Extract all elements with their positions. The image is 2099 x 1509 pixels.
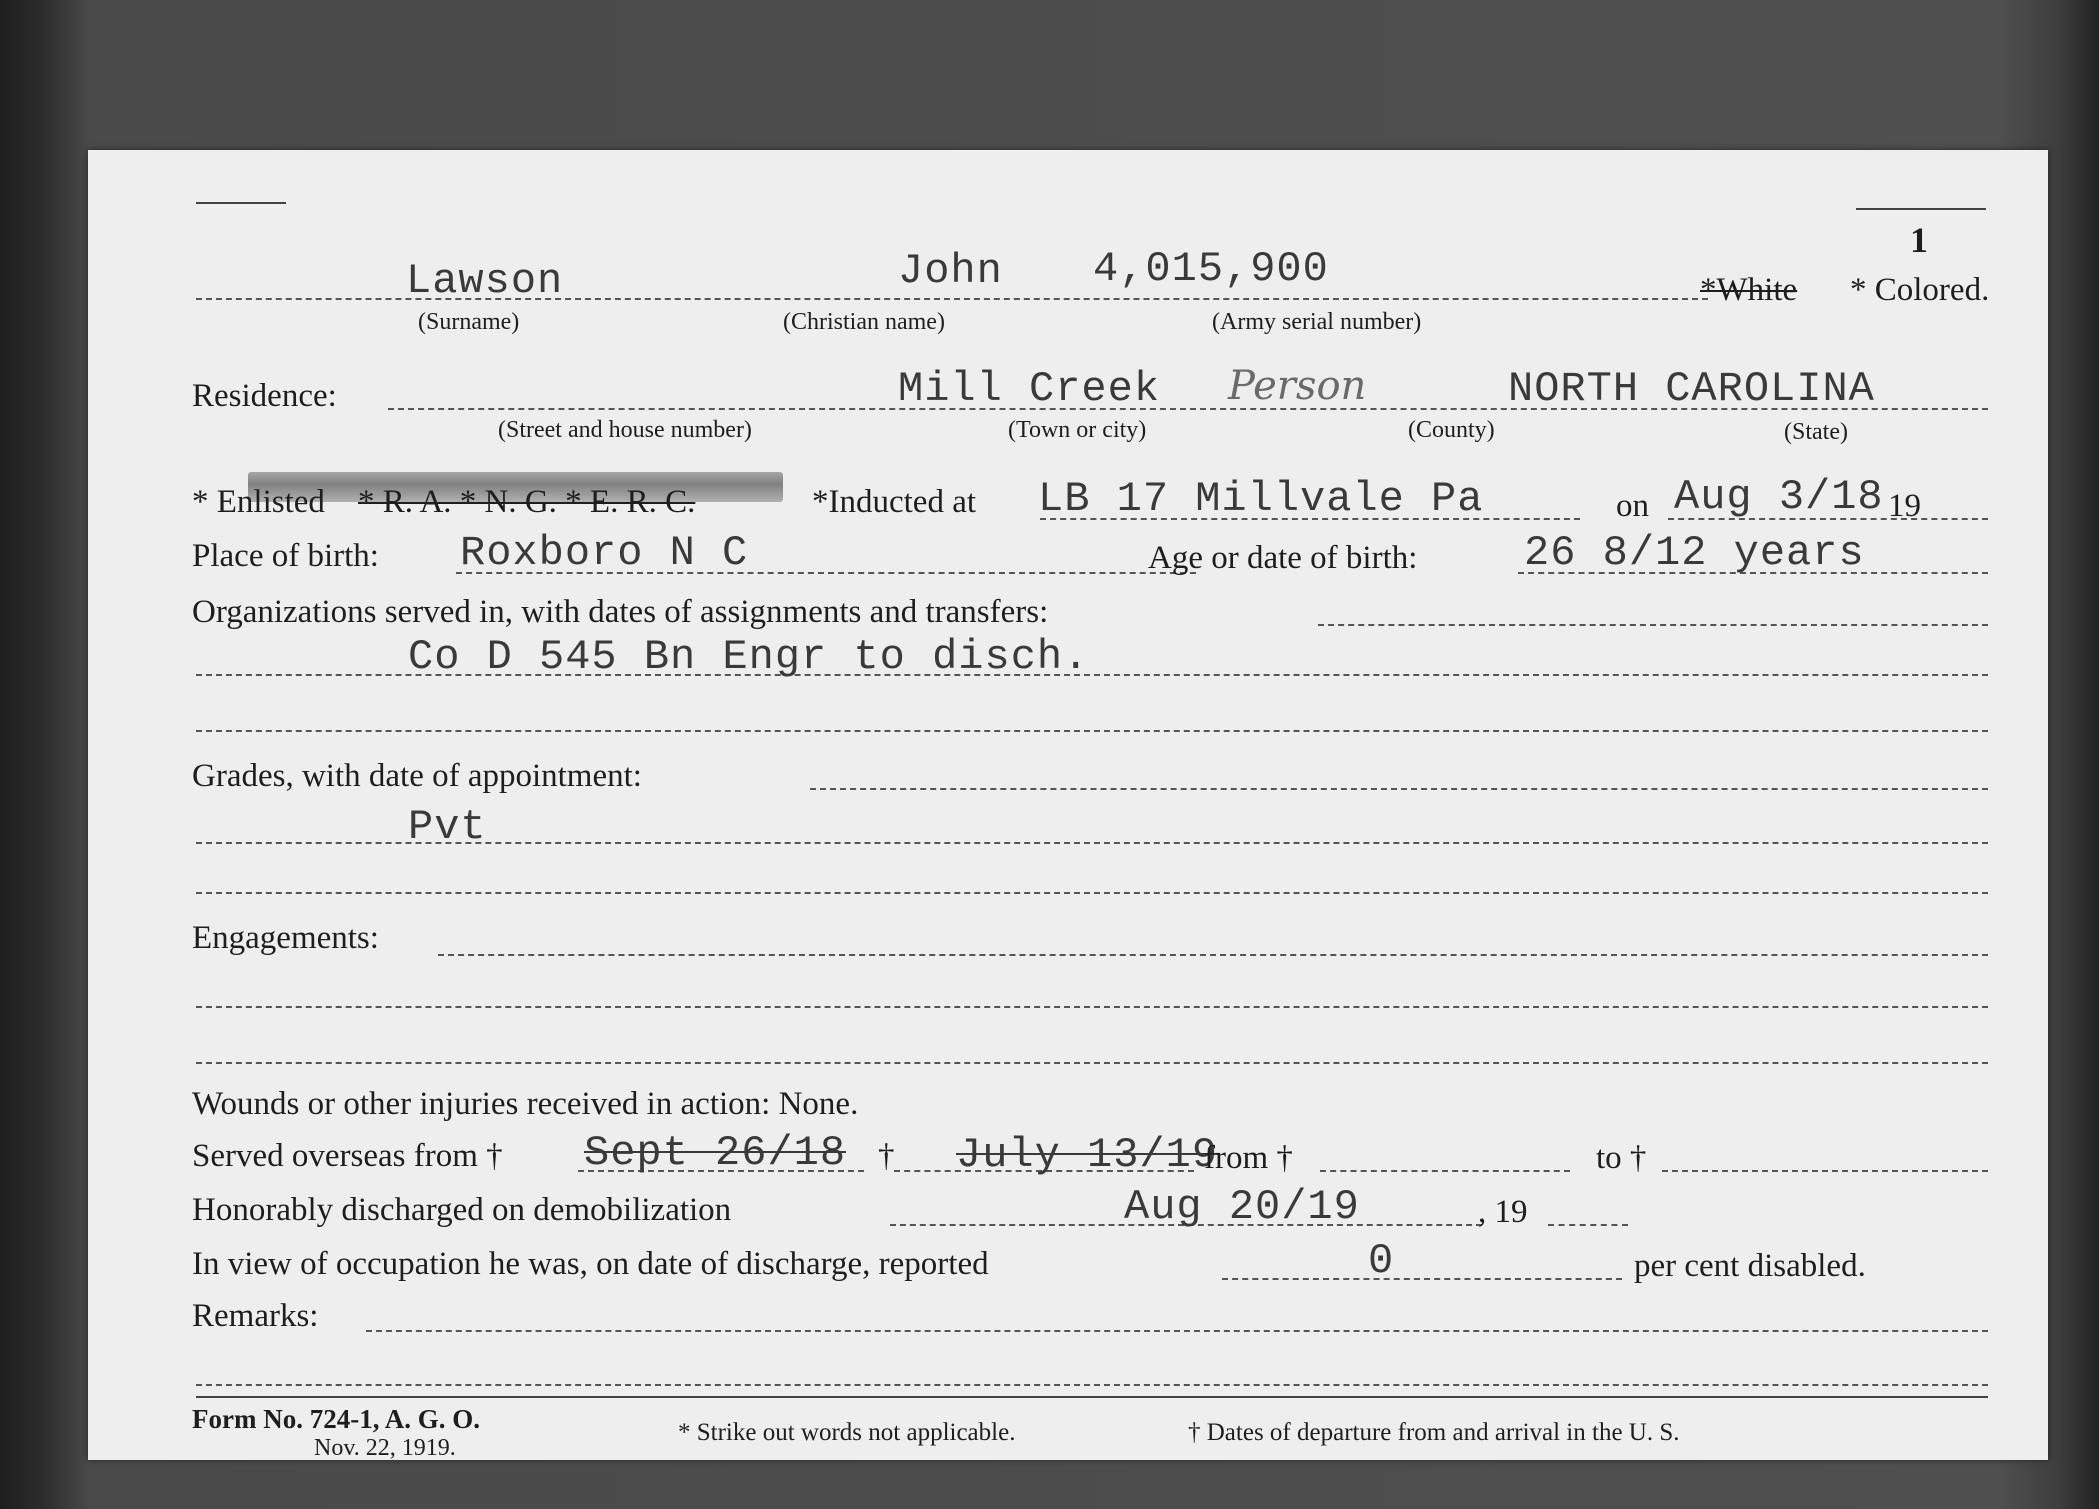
organizations-value: Co D 545 Bn Engr to disch. [408, 633, 1090, 681]
form-number: Form No. 724-1, A. G. O. [192, 1404, 480, 1434]
engagements-label: Engagements: [192, 920, 379, 956]
overseas-from2-line [1320, 1170, 1570, 1172]
caption-town: (Town or city) [1008, 417, 1147, 443]
card-number: 1 [1910, 220, 1928, 260]
birth-place-label: Place of birth: [192, 538, 379, 574]
overseas-from2-label: from † [1204, 1140, 1293, 1176]
enlisted-label: * Enlisted [192, 484, 325, 520]
overseas-from-value: Sept 26/18 [584, 1129, 847, 1177]
christian-name-value: John [898, 247, 1003, 295]
caption-serial: (Army serial number) [1212, 309, 1422, 335]
surname-value: Lawson [406, 257, 564, 305]
organizations-line-3 [196, 730, 1988, 732]
discharge-year: , 19 [1478, 1194, 1528, 1230]
discharge-label: Honorably discharged on demobilization [192, 1192, 732, 1228]
overseas-label: Served overseas from † [192, 1138, 503, 1174]
caption-street: (Street and house number) [498, 417, 752, 443]
inducted-at-value: LB 17 Millvale Pa [1038, 475, 1484, 523]
residence-label: Residence: [192, 378, 337, 414]
residence-town: Mill Creek [898, 365, 1161, 413]
on-label: on [1616, 488, 1649, 524]
grades-label: Grades, with date of appointment: [192, 758, 642, 794]
overseas-to-value: July 13/19 [956, 1131, 1219, 1179]
footnote-strike: * Strike out words not applicable. [678, 1419, 1016, 1446]
disability-line [1222, 1278, 1622, 1280]
birth-place-value: Roxboro N C [460, 529, 749, 577]
overseas-to-dagger: † [878, 1138, 895, 1174]
top-right-rule [1856, 208, 1986, 210]
year-suffix: 19 [1888, 488, 1921, 524]
residence-state: NORTH CAROLINA [1508, 365, 1875, 413]
residence-county: Person [1228, 363, 1367, 409]
inducted-label: *Inducted at [812, 484, 977, 520]
remarks-line-1 [366, 1330, 1988, 1332]
footnote-dates: † Dates of departure from and arrival in the U. S. [1188, 1419, 1680, 1446]
footer-rule [196, 1396, 1988, 1398]
serial-number-value: 4,015,900 [1093, 245, 1329, 293]
overseas-to2-label: to † [1596, 1140, 1647, 1176]
caption-state: (State) [1784, 419, 1848, 445]
grades-line-3 [196, 892, 1988, 894]
wounds-label: Wounds or other injuries received in action: None. [192, 1086, 859, 1122]
caption-surname: (Surname) [418, 309, 520, 335]
form-date: Nov. 22, 1919. [314, 1435, 456, 1461]
top-left-rule [196, 202, 286, 204]
organizations-line-1 [1318, 624, 1988, 626]
service-record-card [88, 150, 2048, 1460]
age-label: Age or date of birth: [1148, 540, 1418, 576]
discharge-date: Aug 20/19 [1124, 1183, 1360, 1231]
race-colored: * Colored. [1850, 272, 1990, 308]
remarks-line-2 [196, 1384, 1988, 1386]
enlisted-options: * R. A. * N. G. * E. R. C. [358, 484, 696, 520]
disability-value: 0 [1368, 1237, 1395, 1285]
discharge-year-line [1548, 1224, 1628, 1226]
caption-county: (County) [1408, 417, 1495, 443]
age-value: 26 8/12 years [1524, 529, 1865, 577]
remarks-label: Remarks: [192, 1298, 319, 1334]
inducted-on-value: Aug 3/18 [1674, 473, 1884, 521]
grade-value: Pvt [408, 803, 487, 851]
disability-label: In view of occupation he was, on date of discharge, reported [192, 1246, 989, 1282]
engagements-line-1 [438, 954, 1988, 956]
engagements-line-2 [196, 1006, 1988, 1008]
caption-christian-name: (Christian name) [783, 309, 945, 335]
disability-suffix: per cent disabled. [1634, 1248, 1866, 1284]
grades-line-1 [810, 788, 1988, 790]
organizations-label: Organizations served in, with dates of assignments and transfers: [192, 594, 1049, 630]
overseas-to2-line [1662, 1170, 1988, 1172]
engagements-line-3 [196, 1062, 1988, 1064]
race-white: *White [1700, 272, 1798, 308]
